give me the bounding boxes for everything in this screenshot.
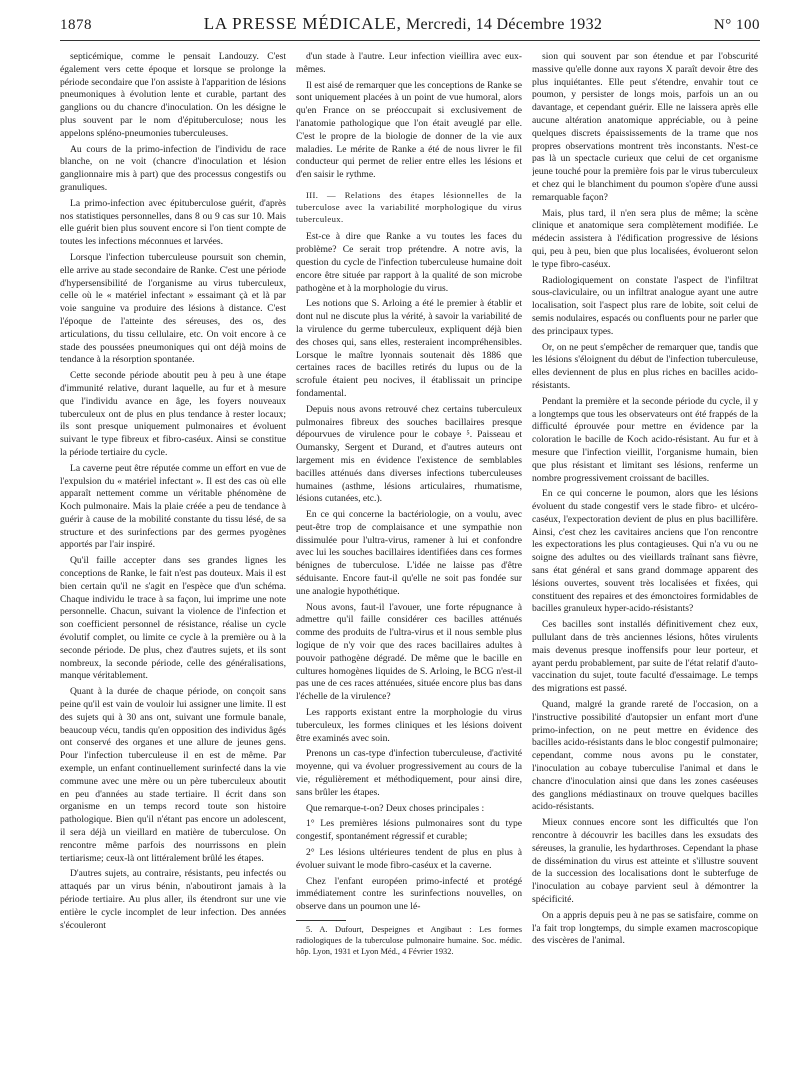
- masthead: [204, 14, 602, 34]
- paragraph: Est-ce à dire que Ranke a vu toutes les faces du problème? Ce serait trop prétendre. A notre avis, la question du cycle de l'infection tuberculeuse humaine doit encore être située par rapport à la qualité de son microbe pathogène et à la morphologie du virus.: [296, 231, 522, 294]
- paragraph: Mais, plus tard, il n'en sera plus de même; la scène clinique et anatomique sera complètement modifiée. Le médecin assistera à l'édification progressive de lésions qui, peu à peu, bien que plus localisées, évolueront selon le type fibro-caséux.: [532, 207, 758, 270]
- footnote-divider: [296, 920, 346, 921]
- page-header: [60, 14, 760, 41]
- paragraph: Que remarque-t-on? Deux choses principales :: [306, 802, 485, 814]
- paragraph: Cette seconde période aboutit peu à peu à une étape d'immunité relative, durant laquelle, au fur et à mesure que l'individu avance en âge, les foyers nouveaux tuberculeux ont de plus en plus tendance à rester locaux; ils sont presque uniquement pulmonaires et évoluent suivant le type fibreux et fibro-caséux. Ainsi se constitue la période tertiaire du cycle.: [60, 370, 286, 458]
- paragraph: Les rapports existant entre la morphologie du virus tuberculeux, les formes cliniques et les lésions doivent être examinés avec soin.: [296, 707, 522, 744]
- paragraph: Nous avons, faut-il l'avouer, une forte répugnance à admettre qu'il faille considérer ces bacilles atténués comme des produits de l'ultra-virus et il nous semble plus logique de n'y voir que des races bacillaires adultes à pouvoir pathogène dégradé. De même que le bacille en cultures homogènes liquides de S. Arloing, le BCG n'est-il pas une de ces races atténuées, située encore plus bas dans l'échelle de la virulence?: [296, 601, 522, 703]
- paragraph: septicémique, comme le pensait Landouzy. C'est également vers cette époque et lorsque se prolonge la période secondaire que l'on assiste à l'apparition de lésions pneumoniques à évolution lente et curable, partant des ganglions ou du chancre d'inoculation. On les désigne le plus souvent par le nom d'épituberculose; nous les appelons spléno-pneumonies tuberculeuses.: [60, 51, 286, 139]
- paragraph: Prenons un cas-type d'infection tuberculeuse, d'activité moyenne, qui va évoluer progressivement au cours de la vie, régulièrement et méthodiquement, pour ainsi dire, sans brûler les étapes.: [296, 748, 522, 798]
- paragraph: Radiologiquement on constate l'aspect de l'infiltrat sous-claviculaire, ou un infiltrat analogue ayant une autre localisation, soit l'aspect plus rare de lobite, soit celui de semis nodulaires, espacés ou confluents pour ne parler que des principaux types.: [532, 274, 758, 337]
- column-3: [532, 51, 758, 960]
- paragraph: Quand, malgré la grande rareté de l'occasion, on a l'instructive possibilité d'autopsier un enfant mort d'une primo-infection, on ne peut mettre en évidence des bacilles acido-résistants dans le bloc congestif pulmonaire; cependant, comme nous avons pu le constater, l'inoculation au cobaye tuberculise l'animal et dans le chancre d'inoculation ainsi que dans les zones caséeuses des ganglions médiastinaux on trouve quelques bacilles acido-résistants.: [532, 699, 758, 813]
- paragraph: 2° Les lésions ultérieures tendent de plus en plus à évoluer suivant le mode fibro-caséux et la caverne.: [296, 847, 522, 871]
- paragraph: Or, on ne peut s'empêcher de remarquer que, tandis que les lésions s'éloignent du début de l'infection tuberculeuse, elles deviennent de plus en plus riches en bacilles acido-résistants.: [532, 341, 758, 391]
- paragraph: 1° Les premières lésions pulmonaires sont du type congestif, spontanément régressif et curable;: [296, 818, 522, 843]
- paragraph: On a appris depuis peu à ne pas se satisfaire, comme on l'a fait trop longtemps, du simple examen macroscopique des viscères de l'animal.: [532, 909, 758, 947]
- section-heading: III. — Relations des étapes lésionnelles de la tuberculose avec la variabilité morphologique du virus tuberculeux.: [296, 189, 522, 224]
- paragraph: En ce qui concerne la bactériologie, on a voulu, avec peut-être trop de complaisance et une sympathie non dissimulée pour l'ultra-virus, ramener à lui et confondre avec lui les souches bacillaires identifiées dans ces formes bénignes de tuberculose. L'idée ne laisse pas d'être séduisante. Encore faut-il qu'elle ne soit pas fondée sur une analogie hypothétique.: [296, 509, 522, 597]
- paragraph: Au cours de la primo-infection de l'individu de race blanche, on ne voit (chancre d'inoculation et lésion ganglionnaire mis à part) que des processus congestifs ou granuliques.: [60, 143, 286, 193]
- paragraph: Quant à la durée de chaque période, on conçoit sans peine qu'il est vain de vouloir lui assigner une limite. Il est des sujets qui à 30 ans ont, suivant une formule banale, beaucoup vécu, tandis qu'en opposition des individus âgés ont conservé des organes et une allure de jeunes gens. Pour l'infection tuberculeuse il en est de même. Par exemple, un enfant continuellement surinfecté dans la vie commune avec une mère ou un père tuberculeux aboutit en peu d'années au stade tertiaire. Il écrit dans son organisme en un temps record toute son histoire pathologique. Bien qu'il n'étant pas encore un adolescent, il sera déjà un vieillard en matière de tuberculose. On rencontre même parfois des nourrissons en plein tertiarisme; ceux-là ont littéralement brûlé les étapes.: [60, 686, 286, 864]
- paragraph: La caverne peut être réputée comme un effort en vue de l'expulsion du « matériel infectant ». Il est des cas où elle apparaît nettement comme un véritable phénomène de Koch pulmonaire. Mais la plaie créée a peu de tendance à guérir à cause de la mobilité constante du tissu lésé, de sa structure et des surinfections par des germes pyogènes apportés par l'air inspiré.: [60, 462, 286, 551]
- issue-date: Mercredi, 14 Décembre 1932: [406, 16, 603, 33]
- paragraph: Depuis nous avons retrouvé chez certains tuberculeux pulmonaires fibreux des souches bacillaires presque dépourvues de virulence pour le cobaye ⁵. Paisseau et Oumansky, Sergent et Durand, et d'autres auteurs ont largement mis en évidence l'existence de semblables bacilles atténués dans diverses infections tuberculeuses humaines (asthme, lésions articulaires, rhumatisme, lésions cutanées, etc.).: [296, 403, 522, 505]
- column-2: [296, 51, 522, 960]
- journal-title: LA PRESSE MÉDICALE,: [203, 14, 402, 33]
- footnote: 5. A. Dufourt, Despeignes et Angibaut : Les formes radiologiques de la tuberculose pulmonaire humaine. Soc. médic. hôp. Lyon, 1931 et Lyon Méd., 4 Février 1932.: [296, 925, 522, 956]
- paragraph: Mieux connues encore sont les difficultés que l'on rencontre à découvrir les bacilles dans les exsudats des séreuses, la granulie, les hydarthroses. Cependant la phase de dissémination du virus est atteinte et s'illustre souvent de la succession des localisations dont le subterfuge de l'inoculation au cobaye parvient seul à démontrer la spécificité.: [532, 817, 758, 905]
- paragraph: Qu'il faille accepter dans ses grandes lignes les conceptions de Ranke, le fait n'est pas douteux. Mais il est bien certain qu'il ne s'agit en l'espèce que d'un schéma. Chaque individu le trace à sa façon, lui imprime une note personnelle. Chacun, suivant la violence de l'infection et son coefficient personnel de résistance, réalise un cycle évolutif complet, ou limite ce cycle à la première ou à la seconde période. De plus, chez d'autres sujets, et ils sont nombreux, la seconde période, celle des généralisations, manque véritablement.: [60, 555, 286, 682]
- paragraph: Pendant la première et la seconde période du cycle, il y a longtemps que tous les observateurs ont été frappés de la difficulté éprouvée pour mettre en évidence par la coloration le bacille de Koch acido-résistant. Au fur et à mesure que l'infection vieillit, l'organisme humain, bien que plus résistant et limitant ses lésions, renferme un nombre progressivement croissant de bacilles.: [532, 395, 758, 484]
- issue-number: N° 100: [713, 17, 760, 33]
- page-number: 1878: [60, 17, 92, 33]
- paragraph: Ces bacilles sont installés définitivement chez eux, pullulant dans de très anciennes lésions, hôtes virulents mais devenus presque inoffensifs pour leur porteur, et ayant perdu probablement, par suite de l'état relatif d'auto-vaccination du sujet, toute faculté d'essaimage. Le temps des migrations est passé.: [532, 619, 758, 695]
- paragraph: La primo-infection avec épituberculose guérit, d'après nos statistiques personnelles, dans 8 ou 9 cas sur 10. Mais elle guérit bien plus souvent encore si l'on tient compte de toutes les infections méconnues et larvées.: [60, 197, 286, 248]
- paragraph: Lorsque l'infection tuberculeuse poursuit son chemin, elle arrive au stade secondaire de Ranke. C'est une période d'hypersensibilité de l'organisme au virus tuberculeux, celle où le « matériel infectant » essaimant çà et là par voie sanguine va produire des lésions à distance. C'est l'époque de l'atteinte des séreuses, des os, des articulations, du tissu cellulaire, etc. On voit encore à ce stade des poussées pneumoniques qui ont déjà moins de tendance à la résorption spontanée.: [60, 251, 286, 366]
- paragraph: D'autres sujets, au contraire, résistants, peu infectés ou attaqués par un virus bénin, n'aboutiront jamais à la période tertiaire. Au plus aller, ils étendront sur une vie entière le cycle incomplet de leur infection. Des années s'écouleront: [60, 868, 286, 931]
- article-columns: [60, 51, 760, 960]
- paragraph: Les notions que S. Arloing a été le premier à établir et dont nul ne discute plus la vérité, à savoir la variabilité de la virulence du germe tuberculeux, expliquent déjà bien des choses qui, sans elles, resteraient incompréhensibles. Lorsque le maître lyonnais soutenait dès 1886 que certaines races de bacilles retirés du lupus ou de la scrofule étaient peu nocives, il établissait un principe fondamental.: [296, 298, 522, 399]
- paragraph: Il est aisé de remarquer que les conceptions de Ranke se sont uniquement placées à un point de vue humoral, alors qu'en France on se préoccupait si exclusivement de l'anatomie pathologique que l'on était aveuglé par elle. C'est le propre de la biologie de donner de la vie aux maladies. Le mérite de Ranke a été de nous livrer le fil conducteur qui permet de relier entre elles les lésions et d'en saisir le rythme.: [296, 79, 522, 181]
- paragraph: d'un stade à l'autre. Leur infection vieillira avec eux-mêmes.: [296, 51, 522, 75]
- column-1: [60, 51, 286, 960]
- paragraph: En ce qui concerne le poumon, alors que les lésions évoluent du stade congestif vers le stade fibro- et ulcéro-caséux, l'expectoration devient de plus en plus bacillifère. Ainsi, c'est chez les cavitaires anciens que l'on rencontre les expectorations les plus contagieuses. Qui n'a vu ou ne soigne des adultes ou des vieillards traînant sans fièvre, sans état général et sans grand dommage apparent des lésions ouvertes, souvent très localisées et fixées, qui constituent des repaires et des émonctoires formidables de bacilles granuleux hyper-acido-résistants?: [532, 488, 758, 615]
- paragraph: Chez l'enfant européen primo-infecté et protégé immédiatement contre les surinfections nouvelles, on observe dans un poumon une lé-: [296, 875, 522, 913]
- paragraph: sion qui souvent par son étendue et par l'obscurité massive qu'elle donne aux rayons X paraît devoir être des plus inquiétantes. Elle peut s'étendre, envahir tout ce poumon, y persister de longs mois, parfois un an ou davantage, et cependant guérir. Elle ne laissera après elle aucune altération anatomique appréciable, ou à peine quelques discrets épaississements de la trame que nos propres observations montrent très inconstants. N'est-ce pas là un spectacle curieux que celui de cet organisme jeune touché pour la première fois par le virus tuberculeux et chez qui le blanchiment du poumon s'opère d'une aussi remarquable façon?: [532, 51, 758, 203]
